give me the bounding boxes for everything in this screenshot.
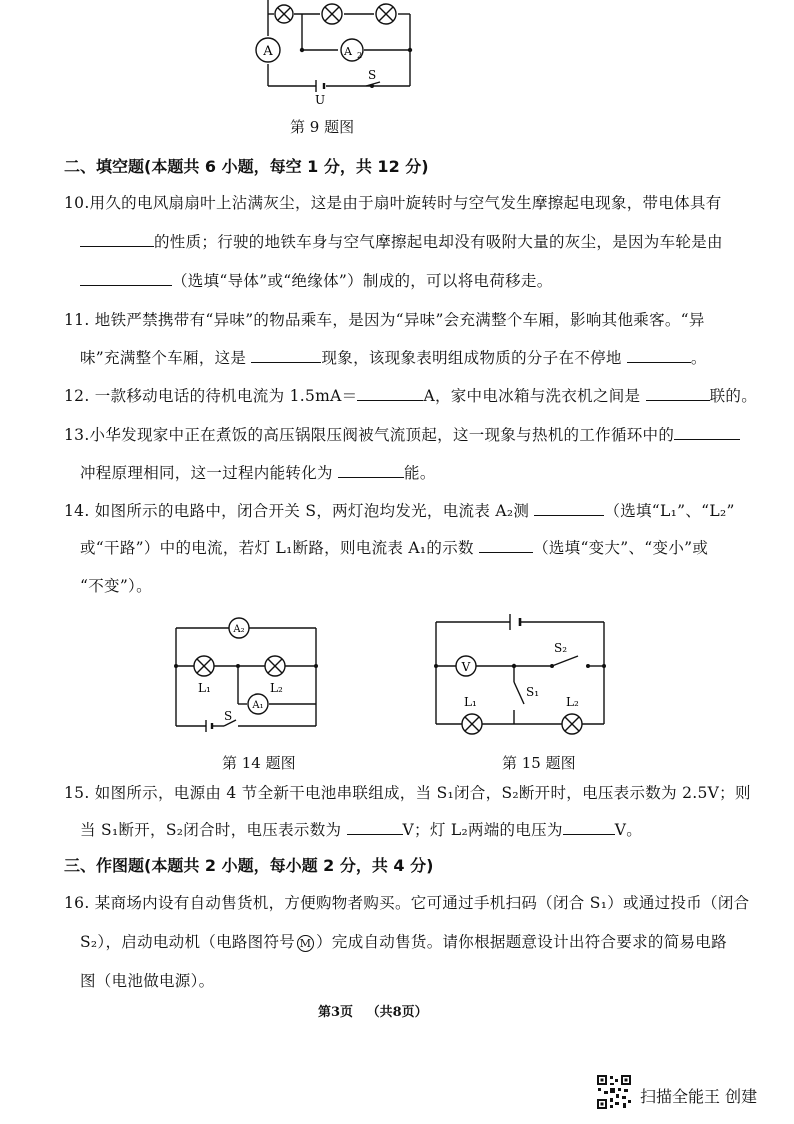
answer-blank[interactable] <box>646 386 710 401</box>
scanner-watermark: 扫描全能王 创建 <box>640 1087 758 1106</box>
answer-blank[interactable] <box>251 348 321 363</box>
q10-line-1: 10.用久的电风扇扇叶上沾满灰尘，这是由于扇叶旋转时与空气发生摩擦起电现象，带电体具有 <box>64 194 722 212</box>
q16-line-2: S₂），启动电动机（电路图符号 M ）完成自动售货。请你根据题意设计出符合要求的简易电路 <box>80 933 727 951</box>
ammeter-a-label: A <box>263 44 273 59</box>
lamp-l1-label: L₁ <box>198 681 211 695</box>
q13-line-1: 13.小华发现家中正在煮饭的高压锅限压阀被气流顶起，这一现象与热机的工作循环中的 <box>64 423 740 445</box>
switch-s-label: S <box>368 68 377 82</box>
page-total: （共8页） <box>366 1005 428 1020</box>
ammeter-a2-label: A₂ <box>233 624 245 635</box>
figure-14-circuit <box>168 614 328 738</box>
q16-line-1: 16. 某商场内设有自动售货机，方便购物者购买。它可通过手机扫码（闭合 S₁）或通过投币（闭合 <box>64 894 750 912</box>
section-2-title: 二、填空题(本题共 6 小题，每空 1 分，共 12 分) <box>64 157 429 176</box>
q16-line-3: 图（电池做电源）。 <box>80 972 215 990</box>
answer-blank[interactable] <box>80 232 154 247</box>
figure-9-caption: 第 9 题图 <box>290 118 355 136</box>
answer-blank[interactable] <box>674 425 740 440</box>
figure-15-circuit <box>428 610 610 740</box>
answer-blank[interactable] <box>563 820 615 835</box>
answer-blank[interactable] <box>357 386 423 401</box>
answer-blank[interactable] <box>80 271 172 286</box>
q14-line-2: 或“干路”）中的电流，若灯 L₁断路，则电流表 A₁的示数 （选填“变大”、“变小”或 <box>80 539 709 557</box>
answer-blank[interactable] <box>534 501 604 516</box>
answer-blank[interactable] <box>347 820 403 835</box>
switch-s-label: S <box>224 709 233 723</box>
switch-s1-label: S₁ <box>526 685 540 699</box>
ammeter-a1-label: A₁ <box>252 700 264 711</box>
motor-symbol: M <box>297 935 314 952</box>
answer-blank[interactable] <box>338 463 404 478</box>
q14-line-1: 14. 如图所示的电路中，闭合开关 S，两灯泡均发光，电流表 A₂测 （选填“L₁”、“L₂” <box>64 502 735 520</box>
figure-15-caption: 第 15 题图 <box>502 754 576 772</box>
page-number: 第3页 <box>318 1005 354 1020</box>
q11-line-2: 味”充满整个车厢，这是 现象，该现象表明组成物质的分子在不停地 。 <box>80 349 707 367</box>
ammeter-a2-subscript: 2 <box>357 51 363 60</box>
lamp-l1-label: L₁ <box>464 695 477 709</box>
qr-code-icon <box>596 1074 632 1110</box>
section-3-title: 三、作图题(本题共 2 小题，每小题 2 分，共 4 分) <box>64 856 434 875</box>
voltmeter-v-label: V <box>461 660 471 674</box>
q15-line-1: 15. 如图所示，电源由 4 节全新干电池串联组成，当 S₁闭合，S₂断开时，电压表示数为 2.5V；则 <box>64 784 751 802</box>
q15-line-2: 当 S₁断开，S₂闭合时，电压表示数为 V；灯 L₂两端的电压为 V。 <box>80 821 643 839</box>
q13-line-2: 冲程原理相同，这一过程内能转化为 能。 <box>80 464 436 482</box>
q14-line-3: “不变”）。 <box>80 577 152 595</box>
lamp-l2-label: L₂ <box>270 681 283 695</box>
figure-14-caption: 第 14 题图 <box>222 754 296 772</box>
answer-blank[interactable] <box>479 538 533 553</box>
source-u-label: U <box>314 93 326 107</box>
q10-line-2: 的性质；行驶的地铁车身与空气摩擦起电却没有吸附大量的灰尘，是因为车轮是由 <box>80 230 723 252</box>
ammeter-a2-label: A <box>344 45 352 58</box>
lamp-l2-label: L₂ <box>566 695 579 709</box>
q12-line: 12. 一款移动电话的待机电流为 1.5mA＝ A，家中电冰箱与洗衣机之间是 联的。 <box>64 387 757 405</box>
figure-9-circuit <box>240 0 430 108</box>
answer-blank[interactable] <box>627 348 691 363</box>
page-footer <box>318 1001 428 1020</box>
q10-line-3: （选填“导体”或“绝缘体”）制成的，可以将电荷移走。 <box>80 269 553 291</box>
switch-s2-label: S₂ <box>554 641 568 655</box>
q11-line-1: 11. 地铁严禁携带有“异味”的物品乘车，是因为“异味”会充满整个车厢，影响其他乘客。“异 <box>64 311 705 329</box>
